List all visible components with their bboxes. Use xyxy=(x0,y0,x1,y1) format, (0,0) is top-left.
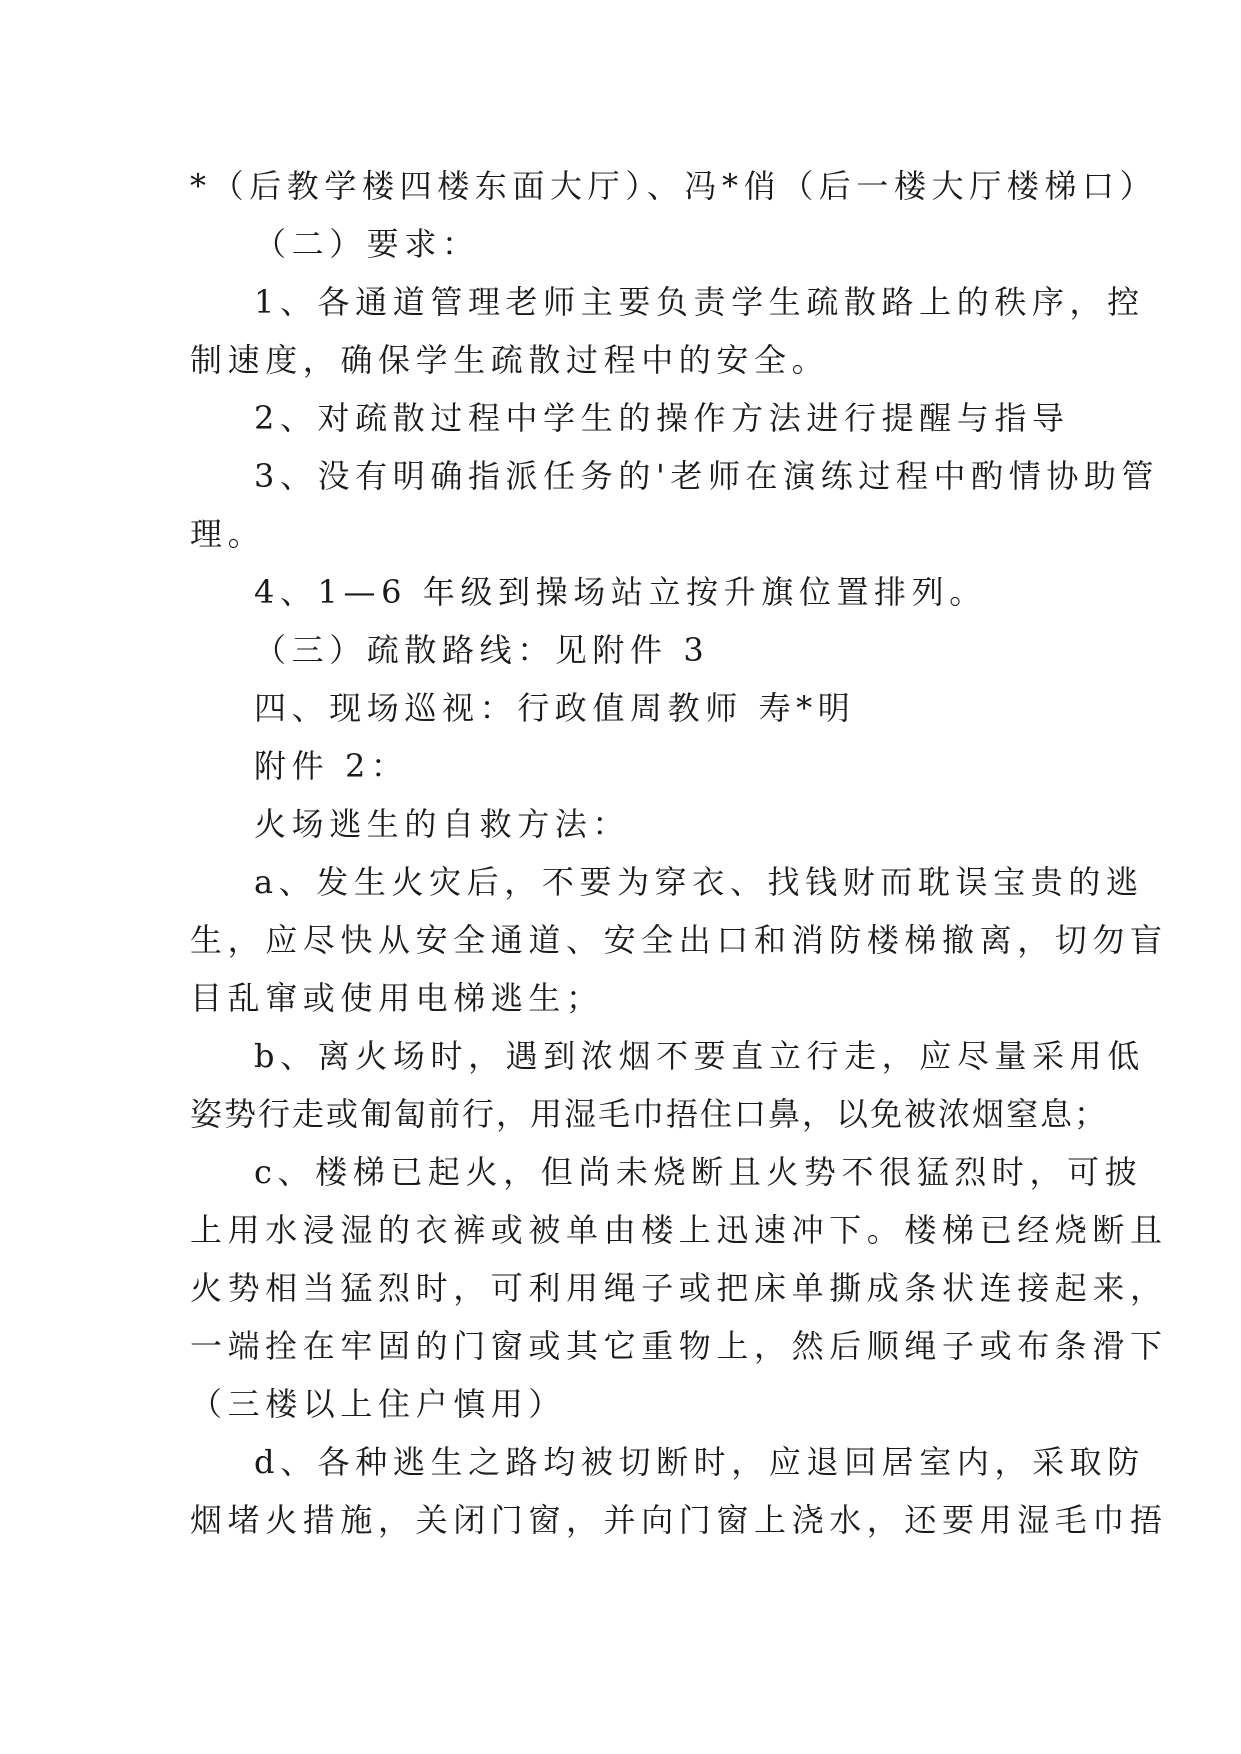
attachment-label: 附件 2： xyxy=(254,747,409,785)
text-line: 一端拴在牢固的门窗或其它重物上，然后顺绳子或布条滑下 xyxy=(190,1327,1168,1365)
text-line: 理。 xyxy=(190,515,266,553)
section-heading: 四、现场巡视：行政值周教师 寿*明 xyxy=(254,689,856,727)
text-line: 火势相当猛烈时，可利用绳子或把床单撕成条状连接起来， xyxy=(190,1269,1168,1307)
text-line: 4、1—6 年级到操场站立按升旗位置排列。 xyxy=(254,573,987,611)
text-line: a、发生火灾后，不要为穿衣、找钱财而耽误宝贵的逃 xyxy=(254,863,1144,901)
text-line: c、楼梯已起火，但尚未烧断且火势不很猛烈时，可披 xyxy=(254,1153,1143,1191)
section-heading: （三）疏散路线：见附件 3 xyxy=(254,631,710,669)
text-line: *（后教学楼四楼东面大厅）、冯*俏（后一楼大厅楼梯口） xyxy=(190,167,1158,205)
text-line: 2、对疏散过程中学生的操作方法进行提醒与指导 xyxy=(254,399,1070,437)
text-line: 姿势行走或匍匐前行，用湿毛巾捂住口鼻，以免被浓烟窒息； xyxy=(190,1095,1109,1133)
text-line: 上用水浸湿的衣裤或被单由楼上迅速冲下。楼梯已经烧断且 xyxy=(190,1211,1168,1249)
text-line: 生，应尽快从安全通道、安全出口和消防楼梯撤离，切勿盲 xyxy=(190,921,1168,959)
text-line: 1、各通道管理老师主要负责学生疏散路上的秩序，控 xyxy=(254,283,1145,321)
text-line: 烟堵火措施，关闭门窗，并向门窗上浇水，还要用湿毛巾捂 xyxy=(190,1501,1168,1539)
text-line: 目乱窜或使用电梯逃生； xyxy=(190,979,604,1017)
text-line: 制速度，确保学生疏散过程中的安全。 xyxy=(190,341,830,379)
text-line: （三楼以上住户慎用） xyxy=(190,1385,567,1423)
subheading: 火场逃生的自救方法： xyxy=(254,805,631,843)
section-heading: （二）要求： xyxy=(254,225,480,263)
text-line: 3、没有明确指派任务的'老师在演练过程中酌情协助管 xyxy=(254,457,1160,495)
text-line: b、离火场时，遇到浓烟不要直立行走，应尽量采用低 xyxy=(254,1037,1145,1075)
text-line: d、各种逃生之路均被切断时，应退回居室内，采取防 xyxy=(254,1443,1145,1481)
